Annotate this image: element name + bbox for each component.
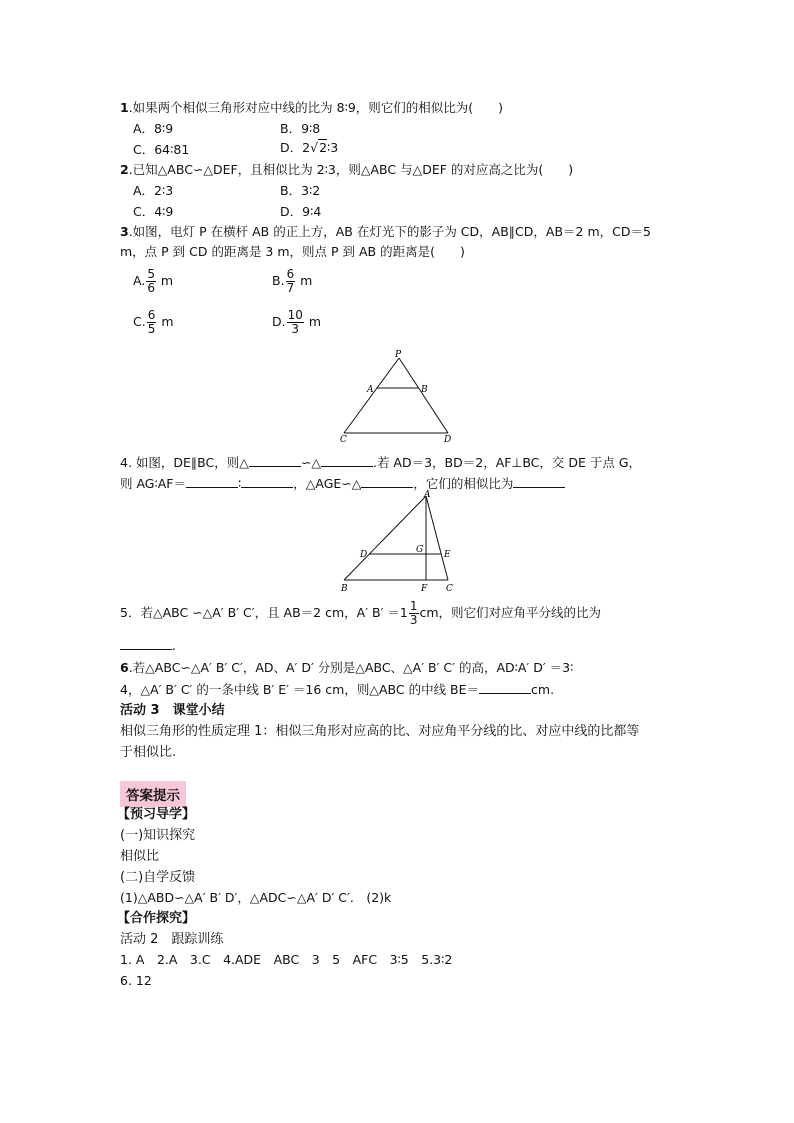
activity2-heading: 活动 2 跟踪训练 (120, 932, 224, 947)
label-c: C (340, 435, 347, 444)
label-a: A (367, 385, 374, 395)
knowledge-answer: 相似比 (120, 849, 160, 864)
segment-pd (399, 358, 448, 433)
label-d: D (360, 550, 368, 560)
sqrt-radicand: 2 (319, 140, 328, 155)
coop-heading: 【合作探究】 (117, 911, 196, 926)
label-b: B (421, 385, 428, 395)
label-c: C (446, 584, 453, 594)
activity3-line1: 相似三角形的性质定理 1：相似三角形对应高的比、对应角平分线的比、对应中线的比都等 (120, 724, 640, 739)
answer-blank[interactable] (513, 475, 565, 488)
preview-heading: 【预习导学】 (117, 807, 196, 822)
segment-ab (344, 496, 426, 580)
fraction: $\frac{5}{6}$ (147, 267, 155, 295)
label-p: P (395, 350, 402, 360)
answer-blank[interactable] (186, 475, 238, 488)
answer-hint-tag: 答案提示 (120, 781, 186, 807)
segment-ac (426, 496, 448, 580)
q1-number: 1 (120, 100, 129, 115)
answer-blank[interactable] (241, 475, 293, 488)
q6-line2: 4，△A′ B′ C′ 的一条中线 B′ E′ ＝16 cm，则△ABC 的中线 BE＝ cm. (120, 682, 555, 697)
label-a: A (424, 490, 431, 500)
q2-option-d: D．9∶4 (280, 204, 322, 219)
q3-option-b: B. $\frac{6}{7}$ m (272, 267, 313, 295)
q3-option-a: A. $\frac{5}{6}$ m (133, 267, 174, 295)
q4-line2: 则 AG∶AF＝ ∶ ，△AGE∽△ ，它们的相似比为 (120, 475, 565, 492)
activity2-answers-line2: 6. 12 (120, 973, 152, 988)
label-g: G (416, 545, 424, 555)
segment-pc (344, 358, 399, 433)
label-d: D (444, 435, 452, 444)
sqrt-symbol: √ (310, 140, 319, 155)
activity2-answers-line1: 1. A 2.A 3.C 4.ADE ABC 3 5 AFC 3∶5 5.3∶2 (120, 952, 453, 967)
q1-option-a: A．8∶9 (133, 121, 174, 136)
answer-blank[interactable] (361, 475, 413, 488)
feedback-answer: (1)△ABD∽△A′ B′ D′，△ADC∽△A′ D′ C′. (2)k (120, 890, 392, 905)
fraction: $\frac{1}{3}$ (409, 599, 418, 627)
q3-stem-line2: m，点 P 到 CD 的距离是 3 m，则点 P 到 AB 的距离是( ) (120, 244, 465, 259)
answer-blank[interactable] (479, 681, 531, 694)
activity3-line2: 于相似比. (120, 745, 177, 760)
answer-blank[interactable] (249, 454, 301, 467)
q3-stem-line1: 3.如图，电灯 P 在横杆 AB 的正上方，AB 在灯光下的影子为 CD，AB∥CD，AB＝2 m，CD＝5 (120, 224, 651, 239)
q4-line1: 4. 如图，DE∥BC，则△ ∽△ .若 AD＝3，BD＝2，AF⊥BC，交 DE 于点 G， (120, 455, 642, 470)
label-e: E (444, 550, 451, 560)
q5-line1: 5．若△ABC ∽△A′ B′ C′，且 AB＝2 cm，A′ B′ ＝1 $\frac{1}{3}$ cm，则它们对应角平分线的比为 (120, 599, 602, 627)
q4-figure (336, 490, 464, 596)
activity3-title: 活动 3 课堂小结 (120, 703, 225, 718)
fraction: $\frac{6}{7}$ (286, 267, 295, 295)
q3-option-d: D. $\frac{10}{3}$ m (272, 308, 322, 336)
knowledge-heading: (一)知识探究 (120, 828, 196, 843)
q6-line1: 6.若△ABC∽△A′ B′ C′，AD、A′ D′ 分别是△ABC、△A′ B′ C′ 的高，AD∶A′ D′ ＝3∶ (120, 660, 574, 675)
q2-option-a: A．2∶3 (133, 183, 174, 198)
fraction: $\frac{10}{3}$ (287, 308, 303, 336)
label-f: F (421, 584, 428, 594)
q1-option-b: B．9∶8 (280, 121, 321, 136)
q5-line2: . (120, 637, 176, 654)
q1-text: .如果两个相似三角形对应中线的比为 8∶9，则它们的相似比为( ) (128, 100, 504, 115)
q2-option-c: C．4∶9 (133, 204, 174, 219)
q3-option-c: C. $\frac{6}{5}$ m (133, 308, 174, 336)
fraction: $\frac{6}{5}$ (147, 308, 156, 336)
q2-option-b: B．3∶2 (280, 183, 321, 198)
feedback-heading: (二)自学反馈 (120, 870, 196, 885)
q2-stem: 2.已知△ABC∽△DEF，且相似比为 2∶3，则△ABC 与△DEF 的对应高之比为( ) (120, 162, 574, 177)
q1-stem (120, 100, 503, 116)
q1-option-c: C．64∶81 (133, 142, 190, 157)
q3-figure (330, 348, 460, 444)
answer-blank[interactable] (120, 637, 172, 650)
label-b: B (341, 584, 348, 594)
answer-blank[interactable] (321, 454, 373, 467)
mixed-number-whole: 1 (399, 605, 408, 620)
q1-option-d: D．2√2∶3 (280, 140, 339, 155)
